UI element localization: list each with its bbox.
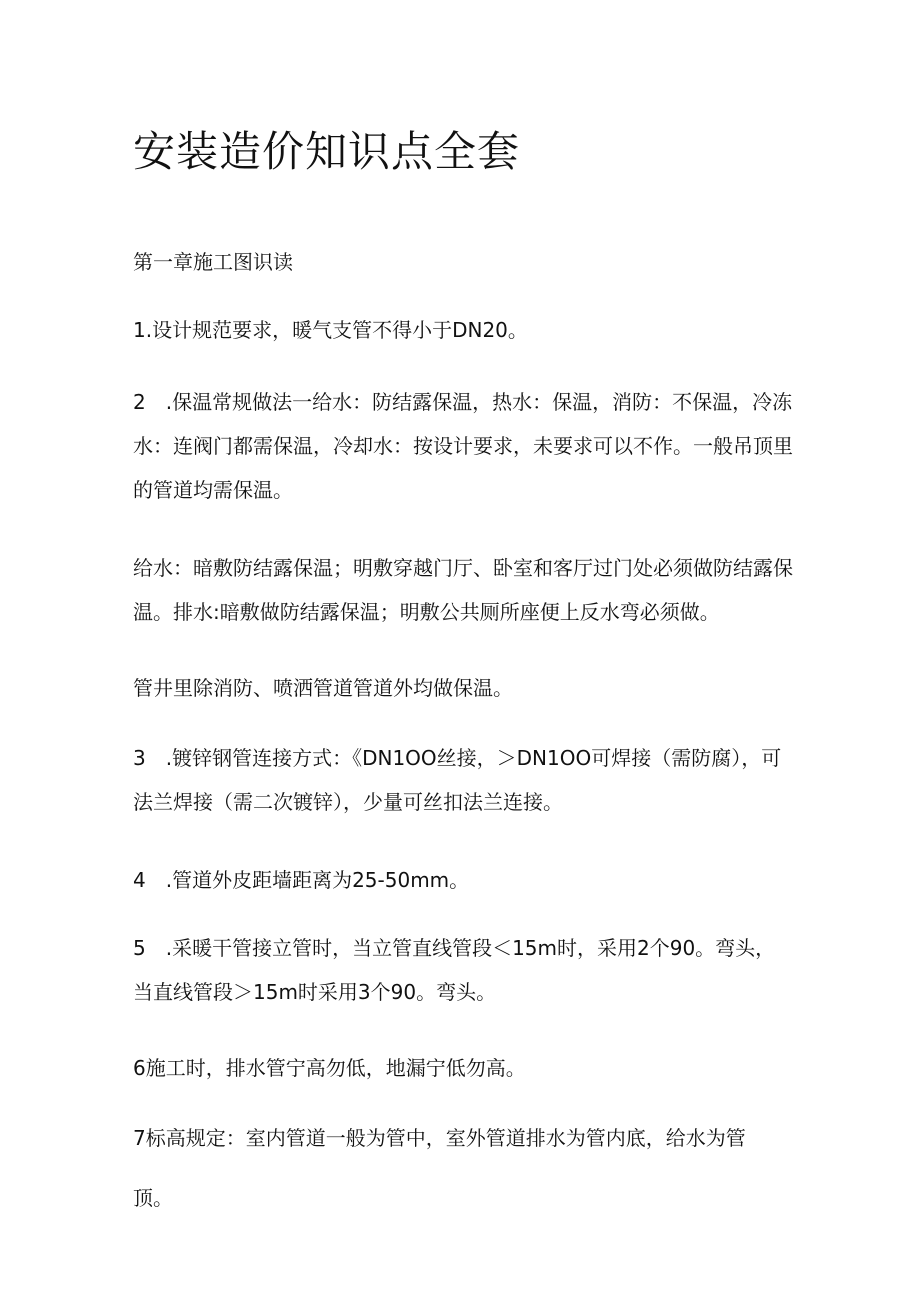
paragraph-5: 3 .镀锌钢管连接方式：《DN1OO丝接，＞DN1OO可焊接（需防腐），可法兰焊接（需二次镀锌），少量可丝扣法兰连接。 [133,746,782,814]
paragraph-3: 给水：暗敷防结露保温；明敷穿越门厅、卧室和客厅过门处必须做防结露保温。排水:暗敷做防结露保温；明敷公共厕所座便上反水弯必须做。 [133,556,793,624]
paragraph-6: 4 .管道外皮距墙距离为25-50mm。 [133,868,470,892]
paragraph-8: 6施工时，排水管宁高勿低，地漏宁低勿高。 [133,1056,526,1080]
paragraph-9-line-2: 顶。 [133,1186,173,1210]
paragraph-4: 管井里除消防、喷洒管道管道外均做保温。 [133,676,513,700]
paragraph-1: 1.设计规范要求，暖气支管不得小于DN20。 [133,318,528,342]
paragraph-9-line-1: 7标高规定：室内管道一般为管中，室外管道排水为管内底，给水为管 [133,1126,746,1150]
document-title: 安装造价知识点全套 [133,127,521,176]
paragraph-2: 2 .保温常规做法一给水：防结露保温，热水：保温，消防：不保温，冷冻水：连阀门都需保温，冷却水：按设计要求，未要求可以不作。一般吊顶里的管道均需保温。 [133,390,793,502]
chapter-heading: 第一章施工图识读 [133,250,293,274]
paragraph-7: 5 .采暖干管接立管时，当立管直线管段＜15m时，采用2个90。弯头，当直线管段＞15m时采用3个90。弯头。 [133,936,776,1004]
